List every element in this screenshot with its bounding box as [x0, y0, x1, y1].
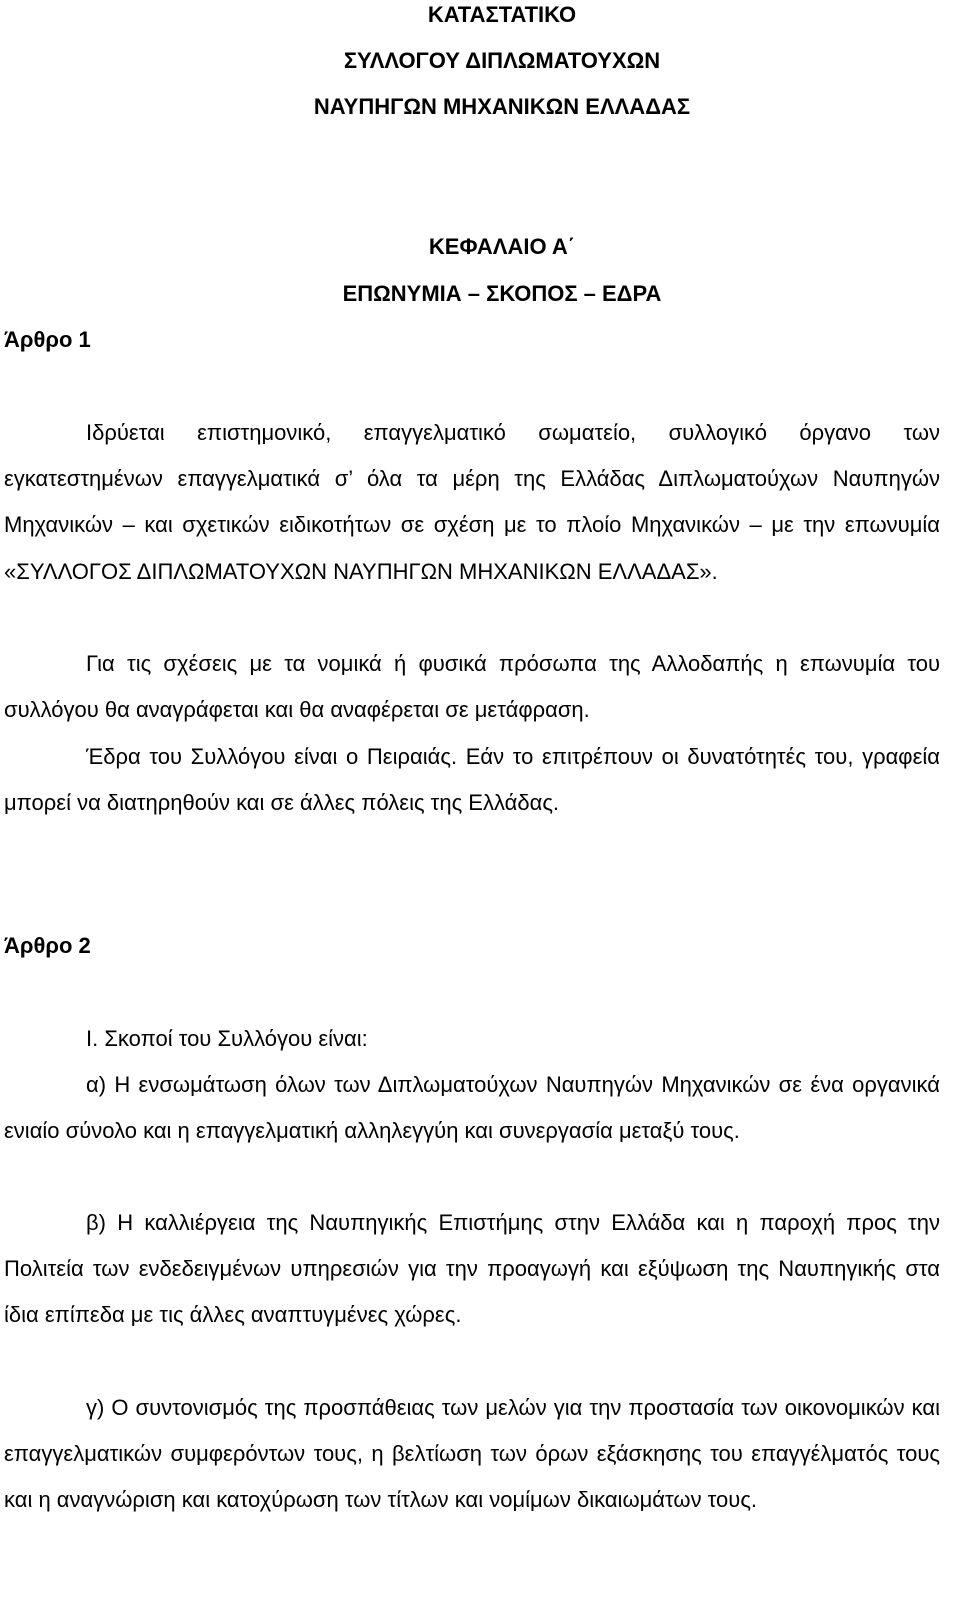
- chapter-heading: ΚΕΦΑΛΑΙΟ Α΄: [428, 234, 576, 259]
- article-1-paragraph-1: Ιδρύεται επιστημονικό, επαγγελματικό σωματείο, συλλογικό όργανο των εγκατεστημένων επαγγελματικά σ’ όλα τα μέρη της Ελλάδας Διπλωματούχων Ναυπηγών Μηχανικών – και σχετικών ειδικοτήτων σε σχέση με το πλοίο Μηχανικών – με την επωνυμία «ΣΥΛΛΟΓΟΣ ΔΙΠΛΩΜΑΤΟΥΧΩΝ ΝΑΥΠΗΓΩΝ ΜΗΧΑΝΙΚΩΝ ΕΛΛΑΔΑΣ».: [4, 420, 940, 584]
- article-1-paragraph-3: Έδρα του Συλλόγου είναι ο Πειραιάς. Εάν το επιτρέπουν οι δυνατότητές του, γραφεία μπορεί να διατηρηθούν και σε άλλες πόλεις της Ελλάδας.: [4, 744, 940, 816]
- article-2-item-c: γ) Ο συντονισμός της προσπάθειας των μελών για την προστασία των οικονομικών και επαγγελματικών συμφερόντων τους, η βελτίωση των όρων εξάσκησης του επαγγέλματός τους και η αναγνώριση και κατοχύρωση των τίτλων και νομίμων δικαιωμάτων τους.: [4, 1395, 940, 1513]
- document-title: [0, 0, 960, 138]
- article-2-item-b: β) Η καλλιέργεια της Ναυπηγικής Επιστήμης στην Ελλάδα και η παροχή προς την Πολιτεία των ενδεδειγμένων υπηρεσιών για την προαγωγή και εξύψωση της Ναυπηγικής στα ίδια επίπεδα με τις άλλες αναπτυγμένες χώρες.: [4, 1210, 940, 1328]
- article-1-heading: Άρθρο 1: [4, 327, 91, 352]
- article-2-item-a: α) Η ενσωμάτωση όλων των Διπλωματούχων Ναυπηγών Μηχανικών σε ένα οργανικά ενιαίο σύνολο και η επαγγελματική αλληλεγγύη και συνεργασία μεταξύ τους.: [4, 1072, 940, 1144]
- title-line-3: ΝΑΥΠΗΓΩΝ ΜΗΧΑΝΙΚΩΝ ΕΛΛΑΔΑΣ: [313, 94, 691, 119]
- chapter-subtitle: ΕΠΩΝΥΜΙΑ – ΣΚΟΠΟΣ – ΕΔΡΑ: [342, 281, 662, 306]
- article-2-heading: Άρθρο 2: [4, 933, 91, 958]
- title-line-2: ΣΥΛΛΟΓΟΥ ΔΙΠΛΩΜΑΤΟΥΧΩΝ: [343, 48, 661, 73]
- article-2-intro: Ι. Σκοποί του Συλλόγου είναι:: [86, 1026, 368, 1051]
- title-line-1: ΚΑΤΑΣΤΑΤΙΚΟ: [427, 2, 577, 27]
- article-1-paragraph-2: Για τις σχέσεις με τα νομικά ή φυσικά πρόσωπα της Αλλοδαπής η επωνυμία του συλλόγου θα αναγράφεται και θα αναφέρεται σε μετάφραση.: [4, 651, 940, 723]
